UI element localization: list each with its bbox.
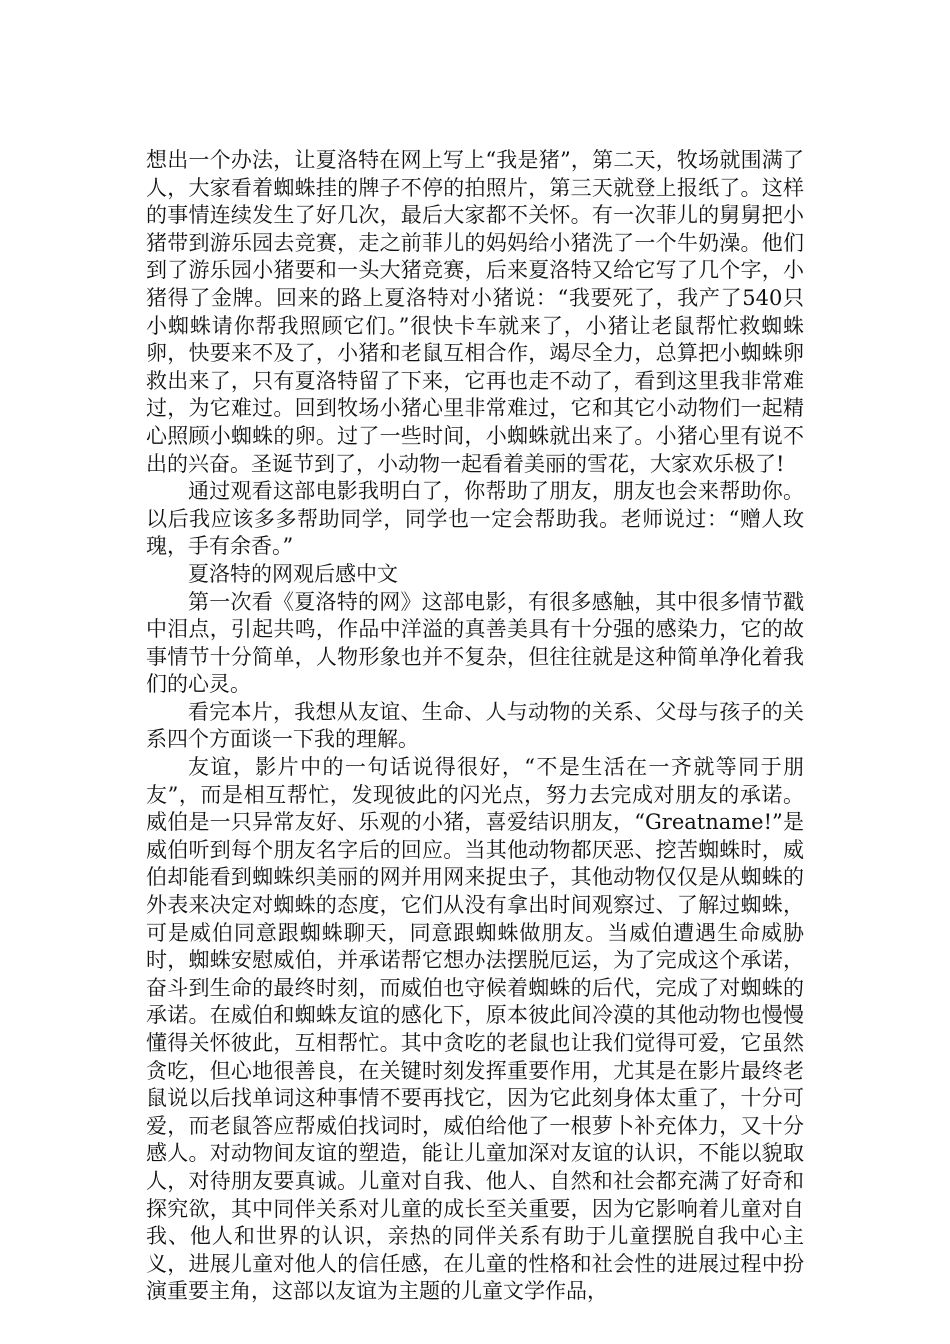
section-title: 夏洛特的网观后感中文 bbox=[188, 561, 398, 586]
paragraph-reflection: 通过观看这部电影我明白了，你帮助了朋友，朋友也会来帮助你。以后我应该多多帮助同学，同学也一定会帮助我。老师说过：“赠人玫瑰，手有余香。” bbox=[146, 479, 804, 559]
paragraph-first-viewing: 第一次看《夏洛特的网》这部电影，有很多感触，其中很多情节戳中泪点，引起共鸣，作品中洋溢的真善美具有十分强的感染力，它的故事情节十分简单，人物形象也并不复杂，但往往就是这种简单净化着我们的心灵。 bbox=[146, 589, 804, 697]
paragraph-story-continued: 想出一个办法，让夏洛特在网上写上“我是猪”，第二天，牧场就围满了人，大家看着蜘蛛挂的牌子不停的拍照片，第三天就登上报纸了。这样的事情连续发生了好几次，最后大家都不关怀。有一次菲儿的舅舅把小猪带到游乐园去竞赛，走之前菲儿的妈妈给小猪洗了一个牛奶澡。他们到了游乐园小猪要和一头大猪竞赛，后来夏洛特又给它写了几个字，小猪得了金牌。回来的路上夏洛特对小猪说：“我要死了，我产了540只小蜘蛛请你帮我照顾它们。”很快卡车就来了，小猪让老鼠帮忙救蜘蛛卵，快要来不及了，小猪和老鼠互相合作，竭尽全力，总算把小蜘蛛卵救出来了，只有夏洛特留了下来，它再也走不动了，看到这里我非常难过，为它难过。回到牧场小猪心里非常难过，它和其它小动物们一起精心照顾小蜘蛛的卵。过了一些时间，小蜘蛛就出来了。小猪心里有说不出的兴奋。圣诞节到了，小动物一起看着美丽的雪花，大家欢乐极了! bbox=[146, 148, 804, 476]
document-body bbox=[146, 147, 804, 1306]
paragraph-four-aspects: 看完本片，我想从友谊、生命、人与动物的关系、父母与孩子的关系四个方面谈一下我的理解。 bbox=[146, 699, 804, 752]
paragraph-friendship: 友谊，影片中的一句话说得很好，“不是生活在一齐就等同于朋友”，而是相互帮忙，发现彼此的闪光点，努力去完成对朋友的承诺。威伯是一只异常友好、乐观的小猪，喜爱结识朋友，“Greatname!”是威伯听到每个朋友名字后的回应。当其他动物都厌恶、挖苦蜘蛛时，威伯却能看到蜘蛛织美丽的网并用网来捉虫子，其他动物仅仅是从蜘蛛的外表来决定对蜘蛛的态度，它们从没有拿出时间观察过、了解过蜘蛛，可是威伯同意跟蜘蛛聊天，同意跟蜘蛛做朋友。当威伯遭遇生命威胁时，蜘蛛安慰威伯，并承诺帮它想办法摆脱厄运，为了完成这个承诺，奋斗到生命的最终时刻，而威伯也守候着蜘蛛的后代，完成了对蜘蛛的承诺。在威伯和蜘蛛友谊的感化下，原本彼此间冷漠的其他动物也慢慢懂得关怀彼此，互相帮忙。其中贪吃的老鼠也让我们觉得可爱，它虽然贪吃，但心地很善良，在关键时刻发挥重要作用，尤其是在影片最终老鼠说以后找单词这种事情不要再找它，因为它此刻身体太重了，十分可爱，而老鼠答应帮威伯找词时，威伯给他了一根萝卜补充体力，又十分感人。对动物间友谊的塑造，能让儿童加深对友谊的认识，不能以貌取人，对待朋友要真诚。儿童对自我、他人、自然和社会都充满了好奇和探究欲，其中同伴关系对儿童的成长至关重要，因为它影响着儿童对自我、他人和世界的认识，亲热的同伴关系有助于儿童摆脱自我中心主义，进展儿童对他人的信任感，在儿童的性格和社会性的进展过程中扮演重要主角，这部以友谊为主题的儿童文学作品， bbox=[146, 755, 804, 1304]
